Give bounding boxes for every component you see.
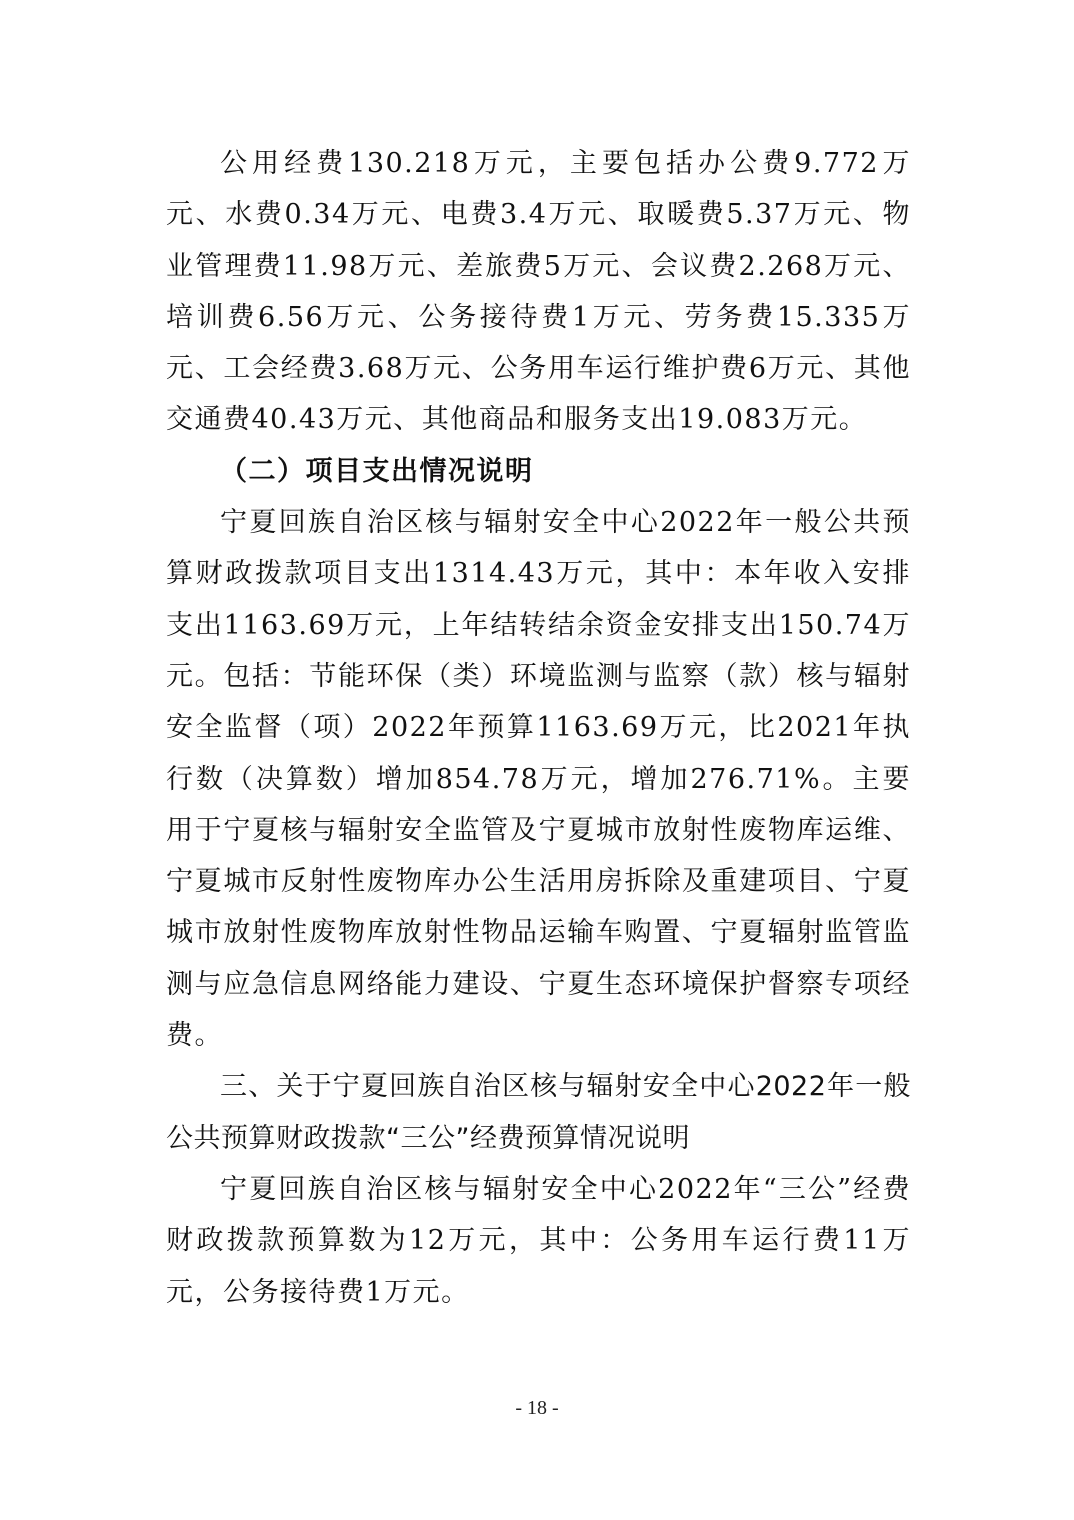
page-content	[166, 138, 911, 1318]
three-public-paragraph: 宁夏回族自治区核与辐射安全中心2022年“三公”经费财政拨款预算数为12万元，其中：公务用车运行费11万元，公务接待费1万元。	[166, 1173, 911, 1308]
page-number: - 18 -	[515, 1397, 559, 1419]
three-public-section-heading: 三、关于宁夏回族自治区核与辐射安全中心2022年一般公共预算财政拨款“三公”经费预算情况说明	[166, 1071, 911, 1154]
project-expenditure-paragraph: 宁夏回族自治区核与辐射安全中心2022年一般公共预算财政拨款项目支出1314.43万元，其中：本年收入安排支出1163.69万元，上年结转结余资金安排支出150.74万元。包括：节能环保（类）环境监测与监察（款）核与辐射安全监督（项）2022年预算1163.69万元，比2021年执行数（决算数）增加854.78万元，增加276.71%。主要用于宁夏核与辐射安全监管及宁夏城市放射性废物库运维、宁夏城市反射性废物库办公生活用房拆除及重建项目、宁夏城市放射性废物库放射性物品运输车购置、宁夏辐射监管监测与应急信息网络能力建设、宁夏生态环境保护督察专项经费。	[166, 507, 911, 1052]
public-expenses-paragraph: 公用经费130.218万元，主要包括办公费9.772万元、水费0.34万元、电费3.4万元、取暖费5.37万元、物业管理费11.98万元、差旅费5万元、会议费2.268万元、培训费6.56万元、公务接待费1万元、劳务费15.335万元、工会经费3.68万元、公务用车运行维护费6万元、其他交通费40.43万元、其他商品和服务支出19.083万元。	[166, 148, 911, 436]
project-expenditure-heading: （二）项目支出情况说明	[220, 455, 534, 487]
